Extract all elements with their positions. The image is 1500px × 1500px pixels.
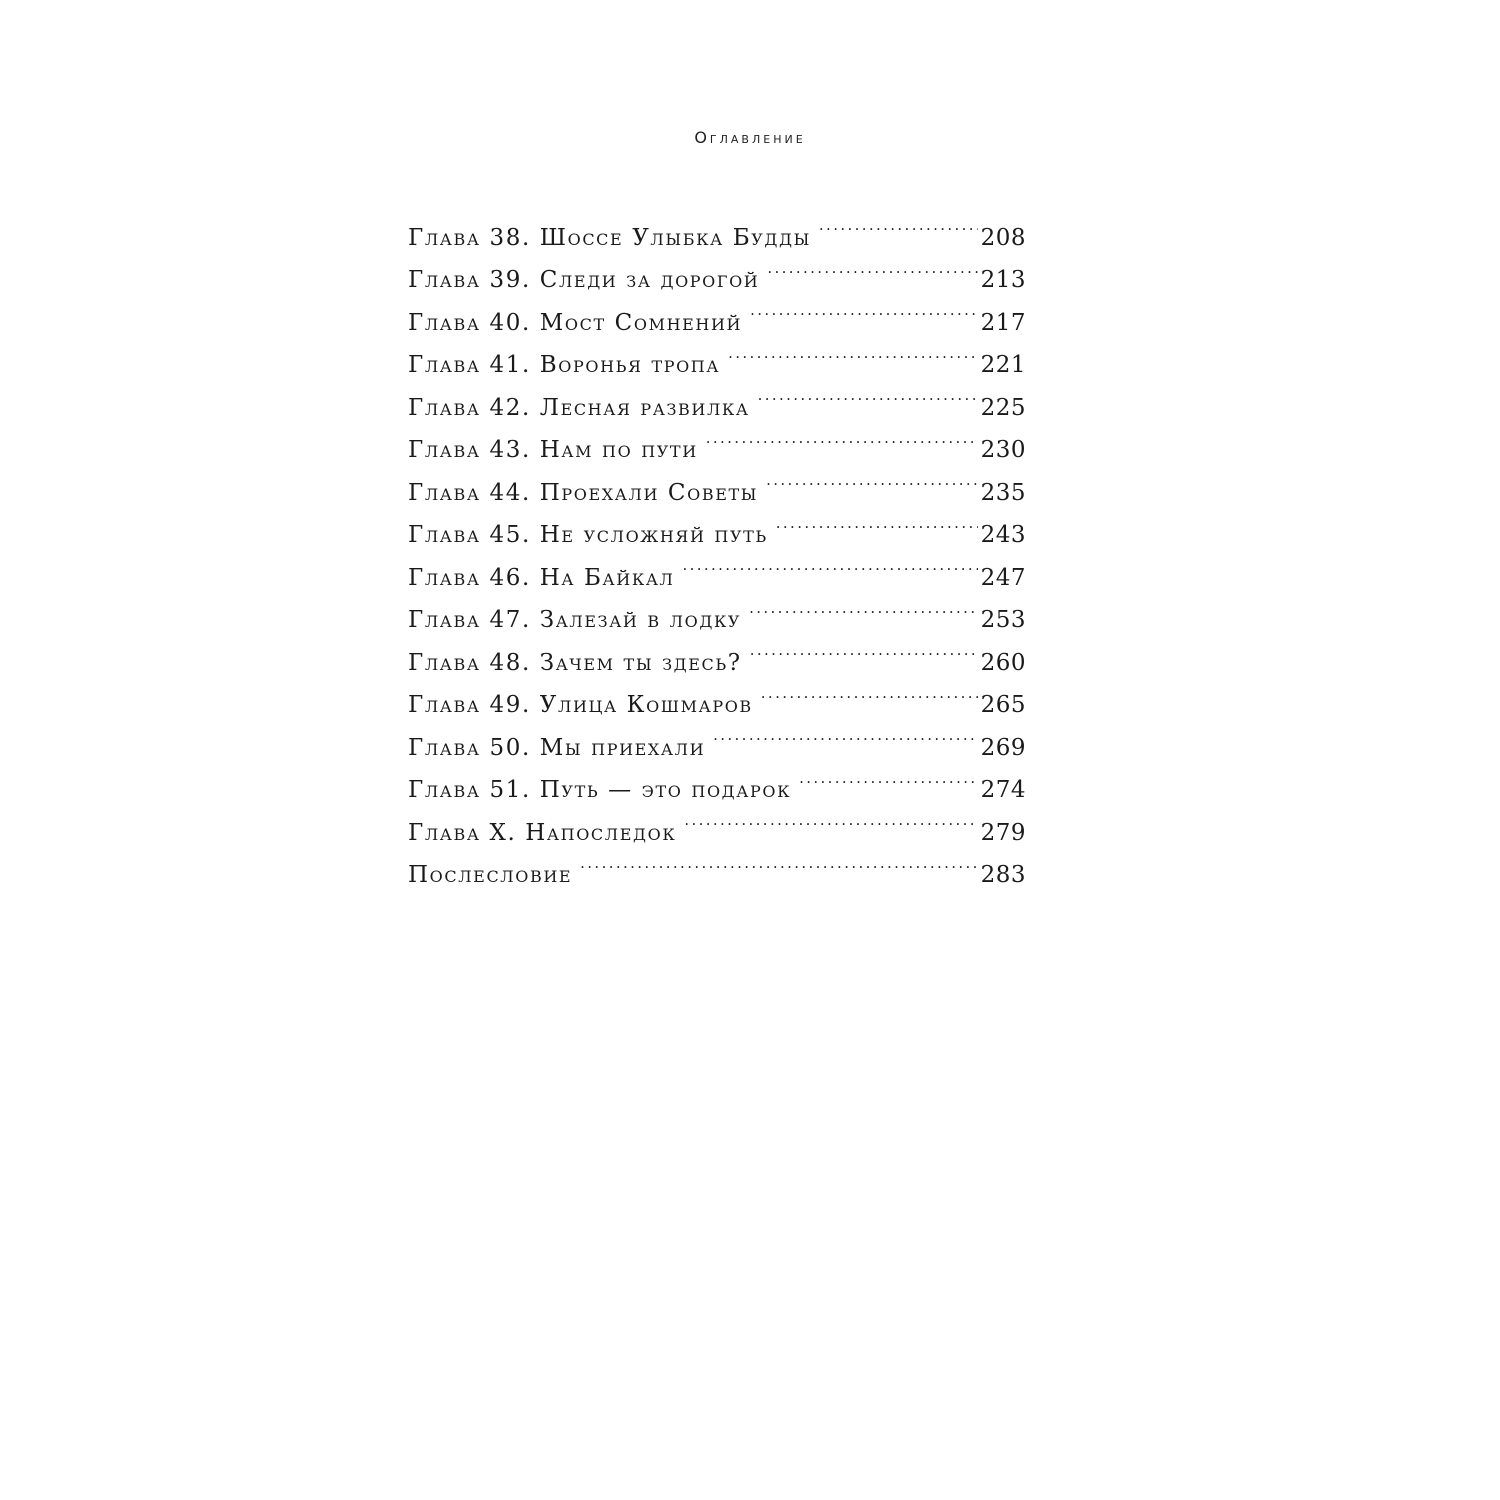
toc-entry-title: Глава 44. Проехали Советы <box>408 479 759 506</box>
toc-dot-leader <box>766 457 978 500</box>
toc-entry-title: Глава 50. Мы приехали <box>408 734 706 761</box>
page-title: Оглавление <box>694 128 806 147</box>
toc-dot-leader <box>776 500 978 543</box>
toc-entry-title: Глава X. Напоследок <box>408 819 677 846</box>
toc-entry-page: 225 <box>980 394 1026 421</box>
toc-entry-title: Глава 40. Мост Сомнений <box>408 309 743 336</box>
toc-entry-page: 221 <box>980 352 1026 378</box>
toc-entry-page: 247 <box>980 564 1026 591</box>
toc-dot-leader <box>713 712 977 755</box>
toc-dot-leader <box>749 585 978 628</box>
toc-entry[interactable] <box>408 202 1026 251</box>
toc-entry-title: Глава 51. Путь — это подарок <box>408 777 792 803</box>
toc-entry-page: 260 <box>980 649 1026 676</box>
toc-dot-leader <box>758 372 978 415</box>
toc-dot-leader <box>799 755 978 798</box>
toc-entry-title: Глава 41. Воронья тропа <box>408 352 721 378</box>
toc-dot-leader <box>819 202 978 245</box>
toc-entry-page: 217 <box>980 309 1026 336</box>
toc-dot-leader <box>684 797 977 840</box>
toc-dot-leader <box>682 542 977 585</box>
toc-entry-page: 243 <box>980 522 1026 548</box>
toc-entry-title: Глава 49. Улица Кошмаров <box>408 692 753 718</box>
toc-dot-leader <box>767 245 977 288</box>
toc-entry-page: 279 <box>980 819 1026 846</box>
toc-entry-page: 213 <box>980 267 1026 293</box>
toc-entry-page: 235 <box>980 479 1026 506</box>
toc-dot-leader <box>750 627 978 670</box>
toc-entry-title: Глава 38. Шоссе Улыбка Будды <box>408 224 811 251</box>
toc-entry-page: 265 <box>980 692 1026 718</box>
toc-entry-title: Глава 46. На Байкал <box>408 564 675 591</box>
toc-entry-title: Глава 42. Лесная развилка <box>408 394 750 421</box>
toc-dot-leader <box>706 415 978 458</box>
toc-entry-title: Глава 39. Следи за дорогой <box>408 267 760 293</box>
toc-entry-title: Глава 48. Зачем ты здесь? <box>408 649 742 676</box>
toc-entry-page: 208 <box>980 224 1026 251</box>
toc-entry-page: 269 <box>980 734 1026 761</box>
toc-entry-page: 230 <box>980 437 1026 463</box>
toc-dot-leader <box>761 670 978 713</box>
toc-entry-page: 274 <box>980 777 1026 803</box>
toc-dot-leader <box>750 287 978 330</box>
toc-entry-title: Глава 47. Залезай в лодку <box>408 607 742 633</box>
toc-dot-leader <box>580 840 977 883</box>
toc-entry-title: Глава 43. Нам по пути <box>408 437 698 463</box>
toc-entry-title: Глава 45. Не усложняй путь <box>408 522 768 548</box>
toc-dot-leader <box>728 330 978 373</box>
toc-entry-page: 253 <box>980 607 1026 633</box>
toc-entry-page: 283 <box>980 862 1026 888</box>
table-of-contents <box>408 202 1026 888</box>
toc-entry-title: Послесловие <box>408 862 573 888</box>
